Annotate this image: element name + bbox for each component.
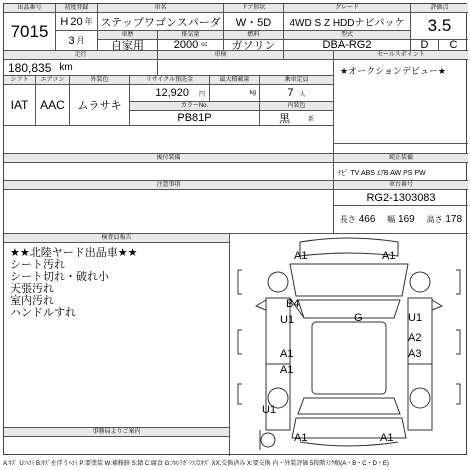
grade-header: グレード [284,4,411,13]
model: DBA-RG2 [284,40,411,51]
year-unit: 年 [84,17,93,26]
chassis: RG2-1303083 [334,190,468,206]
damage-rear-left: A1 [294,432,308,444]
windshield-outline [298,300,400,318]
inspector-line: ★★北陸ヤード出品車★★ [10,247,138,259]
model-header: 型式 [284,31,411,40]
year: 20 [70,15,83,28]
month-unit: 月 [76,36,85,45]
car-name-header: 車名 [98,4,224,13]
mileage-value: 180,835 [8,60,52,75]
inspector-header: 検査員報告 [4,234,230,243]
use-header: 車歴 [98,31,158,40]
damage-u1-right: U1 [408,312,423,324]
later-equipment-value [4,163,334,181]
first-reg-month [56,31,98,51]
chassis-header: 車台番号 [334,181,468,190]
capacity-value: 7 [287,87,294,99]
height: 178 [445,214,463,225]
inspector-line: シート切れ・破れ小 [10,271,109,283]
door-header: ドア形状 [224,4,284,13]
notes-header: 注意事項 [4,181,334,190]
vendor-memo-value [4,437,230,456]
mileage-unit: km [59,62,73,73]
month: 3 [68,34,75,47]
inspector-line: シート汚れ [10,259,65,271]
vendor-memo-header: 事務局よりご案内 [4,428,230,437]
fuel: ガソリン [224,40,284,51]
sales-point-header: セールスポイント [334,51,468,60]
color-no: PB81P [130,111,260,126]
roof-outline [312,322,386,394]
height-label: 高さ [426,215,443,224]
genuine-equipment-header: 純正装備 [334,154,468,163]
inspector-report [4,243,230,428]
ac-header: エアコン [36,76,70,85]
car-name: ステップワゴンスパーダ [98,13,224,31]
mileage-header: 走行 [4,51,158,60]
first-reg-header: 初度登録 [56,4,98,13]
first-reg-year [56,13,98,31]
sales-point: ★オークションデビュー★ [334,60,468,144]
damage-a3: A3 [408,348,422,360]
use: 自家用 [98,40,158,51]
inspector-line: 室内汚れ [10,295,54,307]
damage-diagram [230,234,468,456]
inspector-line: 天張汚れ [10,283,54,295]
exterior-color: ムラサキ [70,85,130,126]
color-no-header: カラーNo. [130,102,260,111]
wheel-rear-right [410,388,430,408]
auction-sheet [3,3,467,455]
interior-color-value: 黒 [278,113,290,125]
capacity-unit: 人 [299,91,306,98]
genuine-equipment: ﾅﾋﾞ TV ABS ｴｱB AW PS PW [334,163,468,181]
width-label: 幅 [387,215,396,224]
grade-exterior: C [439,40,468,51]
rear-glass-outline [298,398,400,414]
damage-front-right: A1 [382,250,396,262]
interior-color-header: 内装色 [260,102,334,111]
damage-rear-right: A1 [380,432,394,444]
door-type: W・5D [224,13,284,31]
capacity-header: 乗車定員 [260,76,334,85]
recycle-unit: 円 [198,91,205,98]
fuel-header: 燃料 [224,31,284,40]
recycle [130,85,210,102]
damage-legend: A:ｷｽﾞ U:ﾍｺﾐ B:ｷｽﾞを伴うﾍｺﾐ P:要塗装 W:補修跡 S:錆 C:腐食 G:ﾌﾛﾝﾄｶﾞﾗｽ点ｷｽﾞ XX:交換済み X:要交換 内・外装評価 5段階ﾗﾝｸ順(A・B・C・D・E) [3,461,389,467]
blank-header [284,51,334,60]
spare-tire [261,433,275,447]
hood-outline [290,264,408,296]
max-load-header: 最大積載量 [210,76,260,85]
blank-row [4,126,334,154]
notes-value [4,190,334,234]
score: 3.5 [411,13,468,40]
length-label: 長さ [339,215,356,224]
auction-no-header: 出品番号 [4,4,56,13]
wheel-front-left [268,272,288,292]
width: 169 [398,214,415,225]
damage-a1-left-lower: A1 [280,364,294,376]
displacement [158,40,224,51]
mileage [4,60,158,76]
wheel-front-right [410,272,430,292]
capacity [260,85,334,102]
recycle-value: 12,920 [155,87,189,99]
grade: 4WD S Z HDDナビパッケ [284,13,411,31]
inspection-value [158,60,334,76]
damage-b4: B4 [286,298,300,310]
damage-u1-left: U1 [280,314,295,326]
exterior-color-header: 外装色 [70,76,130,85]
recycle-header: リサイクル預託金 [130,76,210,85]
max-load-unit: kg [249,90,256,96]
score-header: 評価点 [411,4,468,13]
dimensions [334,206,468,234]
blank-cell [334,144,468,154]
era: H [60,15,69,28]
damage-g: G [354,312,363,324]
damage-a2: A2 [408,332,422,344]
shift: IAT [4,85,36,126]
shift-header: シフト [4,76,36,85]
displacement-header: 排気量 [158,31,224,40]
car-outline-diagram [230,234,468,456]
interior-color-unit: 系 [307,116,314,123]
displacement-unit: cc [201,42,208,48]
grade-interior: D [411,40,439,51]
damage-a1-left: A1 [280,348,294,360]
inspector-line: ハンドルすれ [10,307,76,319]
max-load [210,85,260,102]
damage-front-left: A1 [294,250,308,262]
damage-rear: U1 [262,404,277,416]
inspection-header: 車検 [158,51,284,60]
interior-color [260,111,334,126]
auction-no: 7015 [4,13,56,51]
length: 466 [358,214,376,225]
ac: AAC [36,85,70,126]
later-equipment-header: 後付装備 [4,154,334,163]
displacement-value: 2000 [173,40,199,51]
